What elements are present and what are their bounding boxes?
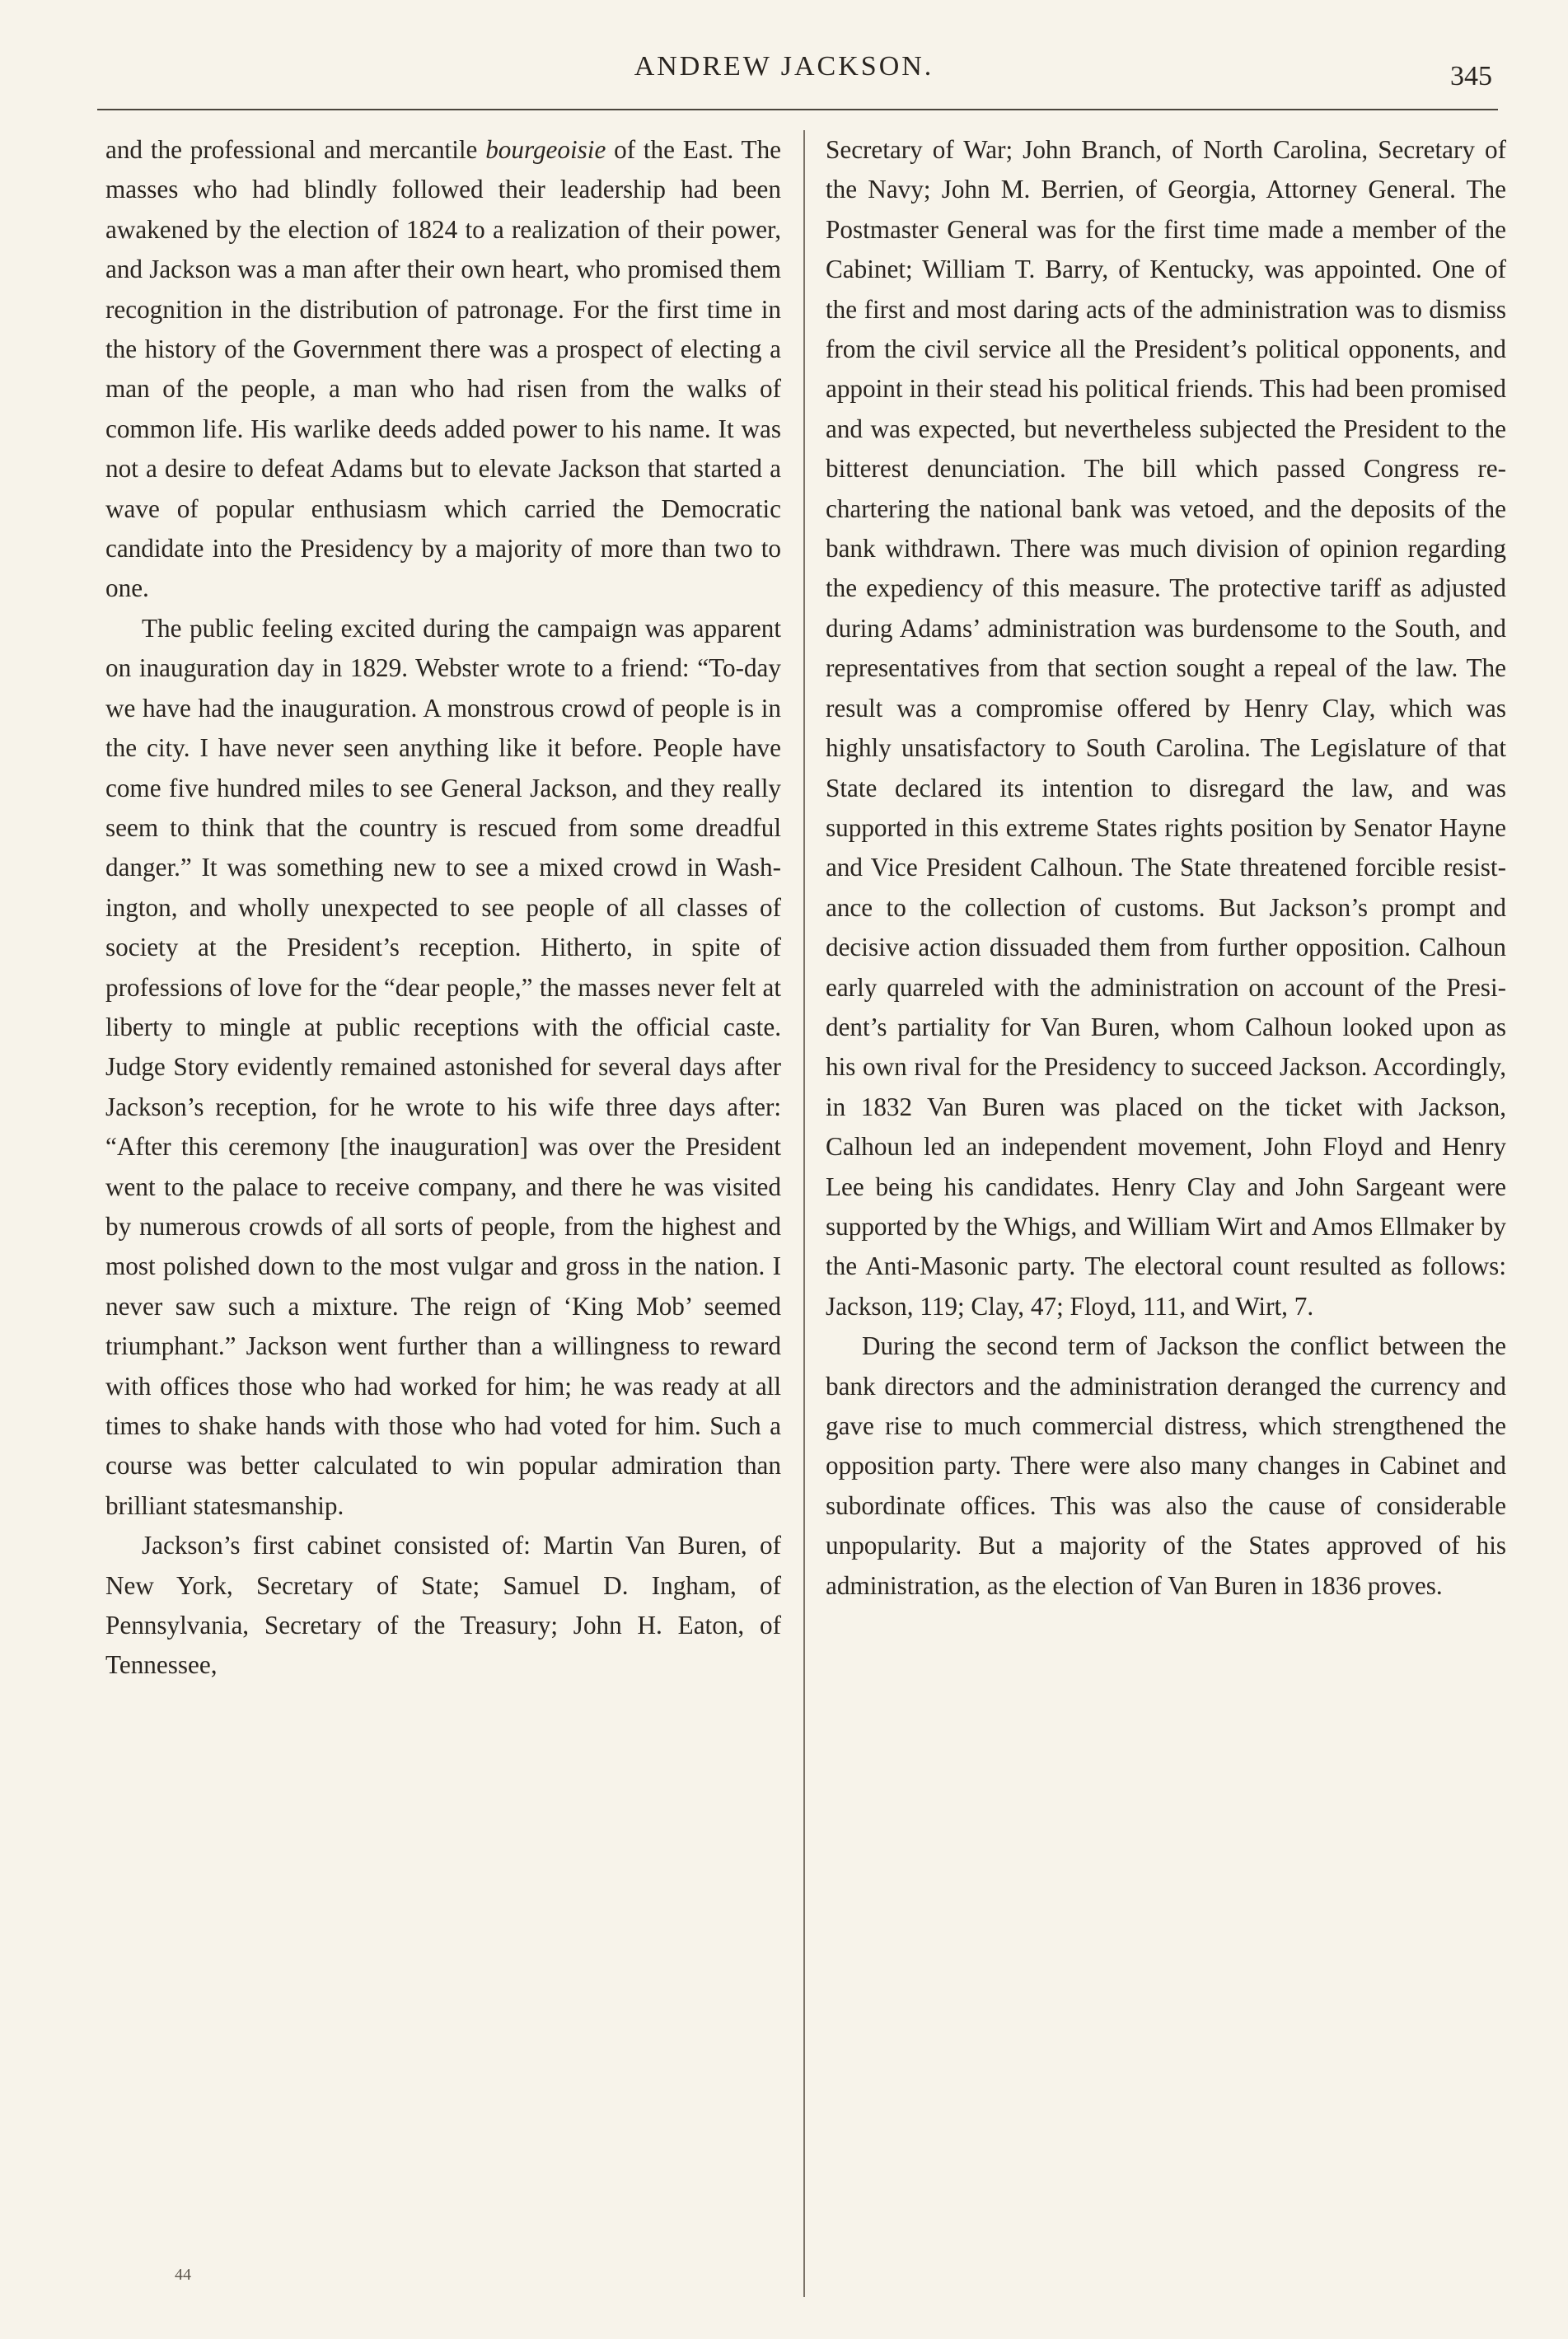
paragraph: The public feeling excited during the campaign was apparent on inauguration day in 1829. Webster wrote to a friend: “To-day we have had the inauguration. A monstrous crowd of people is in the city. I have never seen anything like it before. People have come five hundred miles to see General Jackson, and they really seem to think that the country is rescued from some dreadful danger.” It was something new to see a mixed crowd in Washington, and wholly unexpected to see people of all classes of society at the President’s reception. Hitherto, in spite of professions of love for the “dear people,” the masses never felt at liberty to mingle at public receptions with the official caste. Judge Story evidently remained astonished for several days after Jackson’s reception, for he wrote to his wife three days after: “After this ceremony [the inauguration] was over the President went to the palace to receive company, and there he was visited by numerous crowds of all sorts of people, from the highest and most polished down to the most vulgar and gross in the nation. I never saw such a mixture. The reign of ‘King Mob’ seemed triumphant.” Jackson went further than a willingness to reward with offices those who had worked for him; he was ready at all times to shake hands with those who had voted for him. Such a course was better calculated to win popular admiration than brilliant statesmanship. (105, 613, 781, 1520)
running-head-title: ANDREW JACKSON. (634, 51, 934, 82)
column-divider (803, 130, 805, 2297)
italic-term: bourgeoisie (485, 135, 606, 164)
header-rule (97, 109, 1498, 110)
page-number: 345 (1450, 61, 1492, 91)
paragraph: During the second term of Jackson the conflict between the bank directors and the administration deranged the currency and gave rise to much commercial distress, which strengthened the opposition party. There were also many changes in Cabinet and subordinate offices. This was also the cause of considerable unpopularity. But a majority of the States approved of his administration, as the election of Van Buren in 1836 proves. (826, 1331, 1506, 1600)
left-column (105, 130, 781, 1686)
signature-mark: 44 (175, 2266, 191, 2284)
paragraph (105, 130, 781, 609)
paragraph: Jackson’s first cabinet consisted of: Martin Van Buren, of New York, Secretary of State; Samuel D. Ingham, of Pennsylvania, Secretary of the Treasury; John H. Eaton, of Tennessee, (105, 1531, 781, 1680)
paragraph: Secretary of War; John Branch, of North Carolina, Secretary of the Navy; John M. Berrien, of Georgia, Attorney General. The Postmaster General was for the first time made a member of the Cabinet; William T. Barry, of Kentucky, was appointed. One of the first and most daring acts of the administration was to dismiss from the civil service all the President’s political opponents, and appoint in their stead his political friends. This had been promised and was expected, but nevertheless subjected the President to the bitterest denunciation. The bill which passed Congress re-chartering the national bank was vetoed, and the deposits of the bank withdrawn. There was much division of opinion regarding the expediency of this measure. The protective tariff as adjusted during Adams’ administration was burdensome to the South, and representatives from that section sought a repeal of the law. The result was a compromise offered by Henry Clay, which was highly unsatisfactory to South Carolina. The Legislature of that State declared its intention to disregard the law, and was supported in this extreme States rights position by Senator Hayne and Vice President Calhoun. The State threatened forcible resistance to the collection of customs. But Jackson’s prompt and decisive action dissuaded them from further opposition. Calhoun early quarreled with the administration on account of the President’s partiality for Van Buren, whom Calhoun looked upon as his own rival for the Presidency to succeed Jackson. Accordingly, in 1832 Van Buren was placed on the ticket with Jackson, Calhoun led an independent movement, John Floyd and Henry Lee being his candidates. Henry Clay and John Sargeant were supported by the Whigs, and William Wirt and Amos Ellmaker by the Anti-Masonic party. The electoral count resulted as follows: Jackson, 119; Clay, 47; Floyd, 111, and Wirt, 7. (826, 135, 1506, 1321)
paragraph-text: of the East. The masses who had blindly followed their leadership had been awakened by the election of 1824 to a realization of their power, and Jackson was a man after their own heart, who promised them recognition in the distribution of patronage. For the first time in the history of the Government there was a prospect of electing a man of the people, a man who had risen from the walks of common life. His warlike deeds added power to his name. It was not a desire to defeat Adams but to elevate Jackson that started a wave of popular enthusiasm which carried the Democratic candidate into the Presidency by a majority of more than two to one. (105, 135, 782, 603)
paragraph-lead: and the professional and mercantile (105, 135, 486, 164)
right-column (826, 130, 1506, 1606)
